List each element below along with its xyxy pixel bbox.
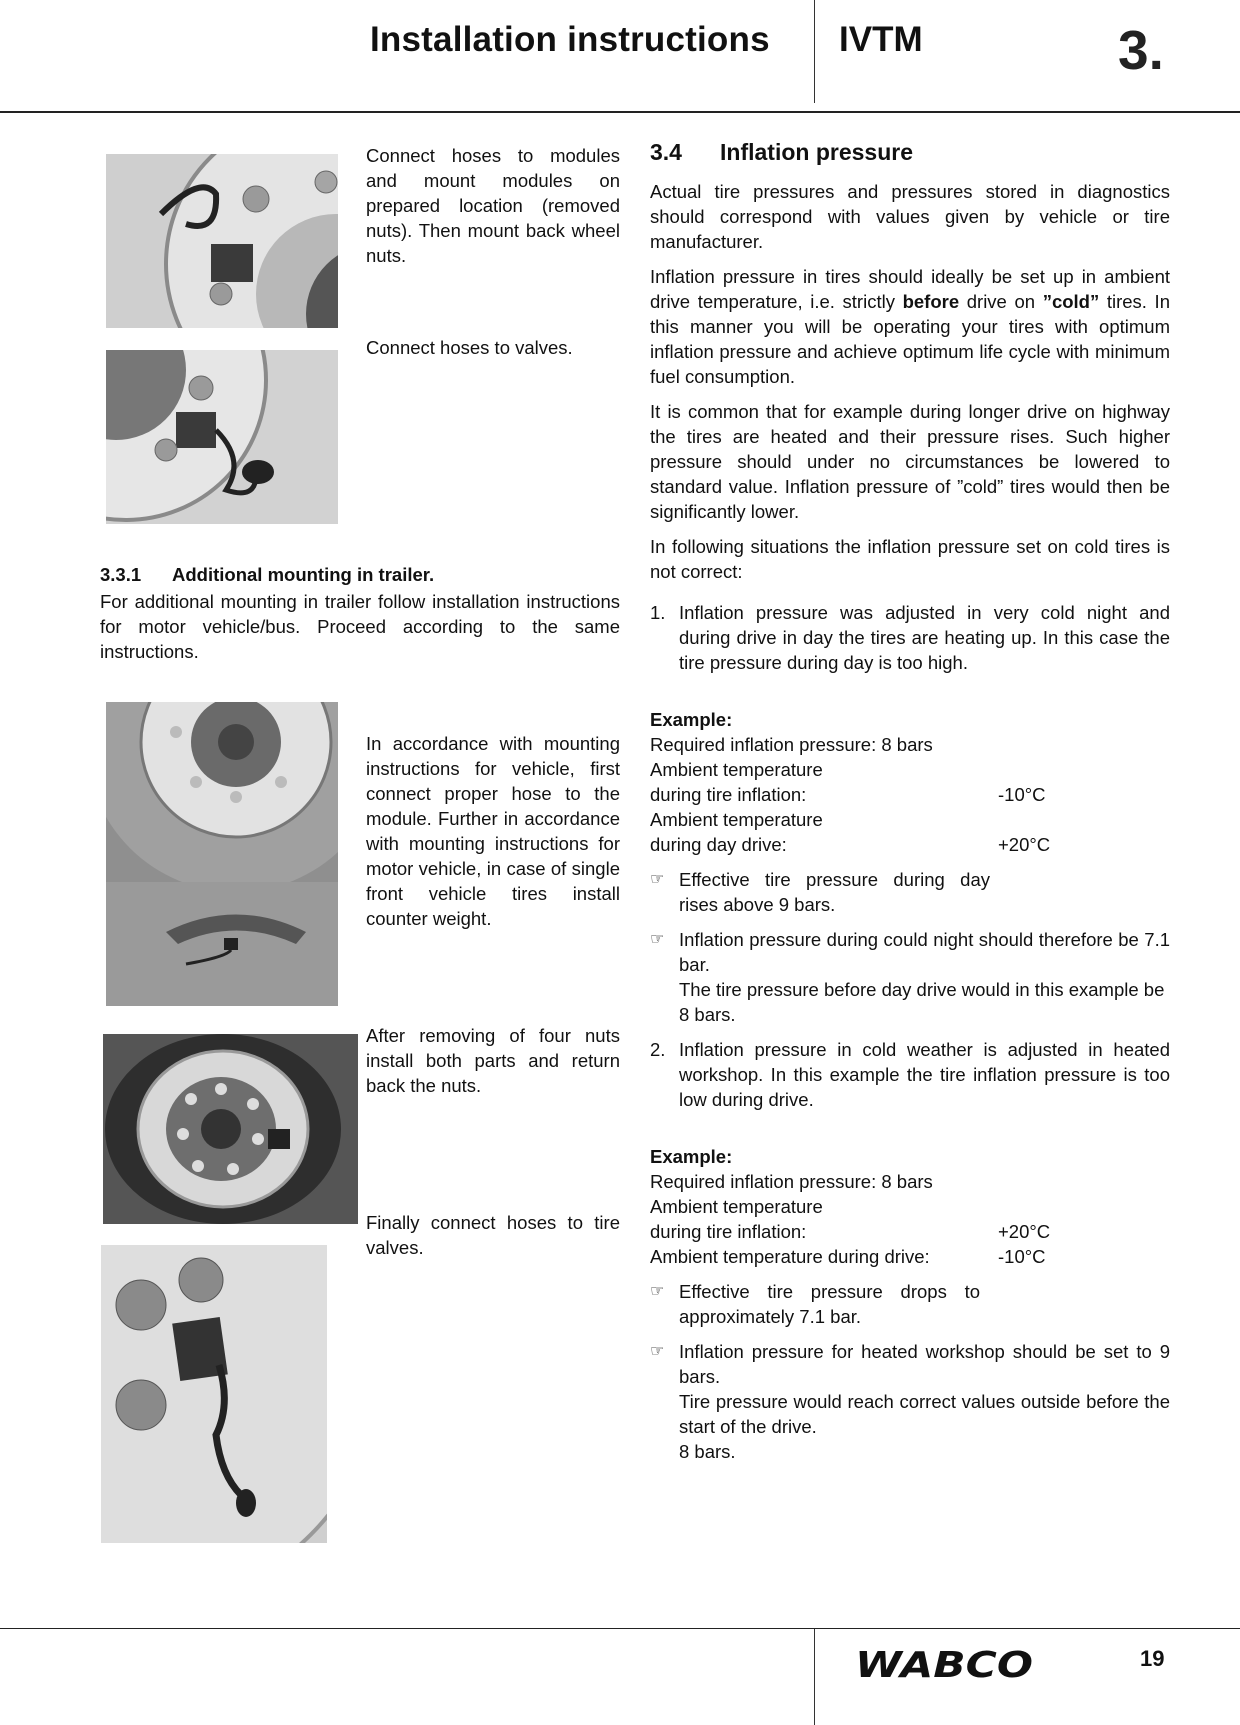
example-row: during tire inflation: -10°C (650, 784, 1046, 805)
example-ambient-label: Ambient temperature (650, 759, 823, 780)
header-title: Installation instructions (370, 20, 770, 59)
list-item: 1. Inflation pressure was adjusted in very cold night and during drive in day the tires are heating up. In this case the tire pressure during day is too high. (650, 602, 1170, 673)
section-title: Inflation pressure (720, 139, 913, 165)
hand-pointer-icon: ☞ (650, 1283, 665, 1300)
example-1 (650, 707, 1170, 1027)
footer-rule (0, 1628, 1240, 1629)
hand-pointer-icon: ☞ (650, 1343, 665, 1360)
example-required: Required inflation pressure: 8 bars (650, 734, 933, 755)
list-item: 2. Inflation pressure in cold weather is adjusted in heated workshop. In this example the tire inflation pressure is too low during drive. (650, 1039, 1170, 1110)
step-connect-modules: Connect hoses to modules and mount modules on prepared location (removed nuts). Then mount back wheel nuts. (366, 145, 620, 266)
step-remove-nuts: After removing of four nuts install both parts and return back the nuts. (366, 1025, 620, 1096)
example-row: Ambient temperature during drive: -10°C (650, 1246, 1046, 1267)
section-number: 3.4 (650, 139, 682, 165)
step-install-counter-weight: In accordance with mounting instructions for vehicle, first connect proper hose to the module. Further in accordance with mounting instructions for motor vehicle, in case of single front vehicle tires install counter weight. (366, 733, 620, 929)
section-title: Additional mounting in trailer. (172, 564, 435, 585)
section-heading-3-4 (650, 140, 1170, 165)
header-rule (0, 111, 1240, 113)
example-ambient-label: Ambient temperature (650, 1196, 823, 1217)
paragraph-incorrect-situations: In following situations the inflation pressure set on cold tires is not correct: (650, 536, 1170, 582)
example-required: Required inflation pressure: 8 bars (650, 1171, 933, 1192)
photo-hoses-valves (106, 350, 338, 524)
example-label: Example: (650, 1146, 733, 1167)
situations-list (650, 600, 1170, 675)
brand-name: WABCO (855, 1646, 1033, 1682)
section-number: 3.3.1 (100, 564, 142, 585)
situations-list-continued (650, 1037, 1170, 1112)
wabco-logo (855, 1646, 1035, 1682)
chapter-number: 3. (1118, 19, 1164, 81)
page-number: 19 (1140, 1646, 1165, 1671)
example-ambient-label: Ambient temperature (650, 809, 823, 830)
photo-wheel-nuts (103, 1034, 358, 1224)
photo-module-mounting (106, 154, 338, 328)
header-product: IVTM (839, 20, 923, 59)
note: ☞ Effective tire pressure during day rises above 9 bars. (650, 869, 990, 915)
header-separator (814, 0, 815, 103)
photo-counter-weight (106, 702, 338, 1006)
paragraph-heated-tires: It is common that for example during longer drive on highway the tires are heated and their pressure rises. Such higher pressure should under no circumstances be lowered to standard value. Inflation pressure of ”cold” tires would then be significantly lower. (650, 401, 1170, 522)
paragraph-manufacturer-values: Actual tire pressures and pressures stored in diagnostics should correspond with values given by vehicle or tire manufacturer. (650, 181, 1170, 252)
hand-pointer-icon: ☞ (650, 871, 665, 888)
example-label: Example: (650, 709, 733, 730)
step-connect-hoses: Connect hoses to valves. (366, 337, 573, 358)
right-column (650, 140, 1170, 1464)
paragraph-ambient-temperature: Inflation pressure in tires should ideally be set up in ambient drive temperature, i.e. strictly before drive on ”cold” tires. In this manner you will be operating your tires with optimum inflation pressure and achieve optimum life cycle with minimum fuel consumption. (650, 266, 1170, 387)
note: ☞ Inflation pressure during could night should therefore be 7.1 bar. The tire pressure before day drive would in this example be 8 bars. (650, 929, 1170, 1025)
step-connect-tire-valves: Finally connect hoses to tire valves. (366, 1212, 620, 1258)
note: ☞ Effective tire pressure drops to approximately 7.1 bar. (650, 1281, 980, 1327)
example-row: during tire inflation: +20°C (650, 1221, 1051, 1242)
note: ☞ Inflation pressure for heated workshop should be set to 9 bars. Tire pressure would reach correct values outside before the start of the drive. 8 bars. (650, 1341, 1170, 1462)
section-heading-3-3-1 (100, 564, 434, 586)
photo-tire-valves (101, 1245, 327, 1543)
example-2 (650, 1144, 1170, 1464)
example-row: during day drive: +20°C (650, 834, 1051, 855)
trailer-mounting-text: For additional mounting in trailer follow installation instructions for motor vehicle/bus. Proceed according to the same instructions. (100, 591, 620, 662)
footer-separator (814, 1629, 815, 1725)
hand-pointer-icon: ☞ (650, 931, 665, 948)
